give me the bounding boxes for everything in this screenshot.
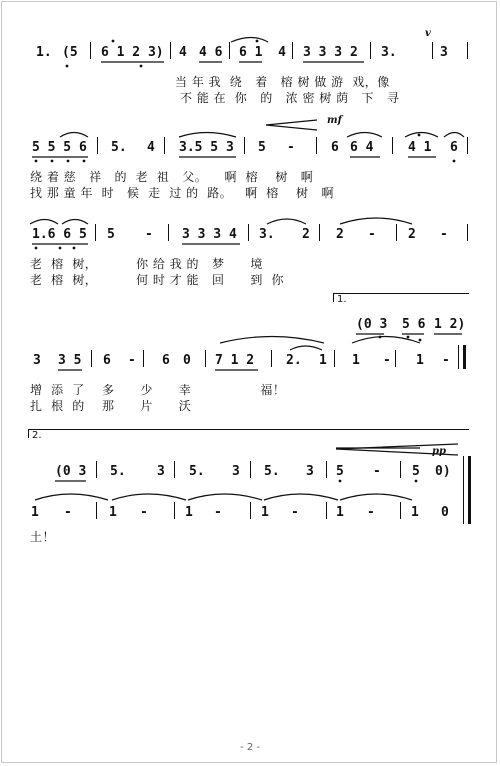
note: 3.	[259, 227, 275, 242]
note: 1.	[36, 45, 52, 60]
note: 1	[416, 353, 424, 368]
lyric-line: 扎 根 的 那 片 沃	[30, 399, 192, 413]
note: 6 1 4	[239, 45, 286, 60]
note: 0	[441, 505, 449, 520]
note: 5.	[264, 464, 280, 479]
note: 5.	[189, 464, 205, 479]
note: 5.	[111, 140, 127, 155]
note: 1 2)	[434, 317, 466, 332]
note: -	[214, 505, 222, 520]
note: -	[442, 353, 450, 368]
note: 6	[450, 140, 458, 155]
note: 5	[336, 464, 344, 479]
note: 1	[109, 505, 117, 520]
note: 6	[162, 353, 170, 368]
note: 1	[261, 505, 269, 520]
note: 7 1 2	[215, 353, 255, 368]
note: 4 1	[408, 140, 432, 155]
lyric-line: 不 能 在 你 的 浓 密 树 荫 下 寻	[180, 91, 400, 105]
note: 5.	[110, 464, 126, 479]
note: -	[291, 505, 299, 520]
note: 1	[319, 353, 327, 368]
lyric-line: 老 榕 树， 何 时 才 能 回 到 你	[30, 273, 284, 287]
lyric-line: 增 添 了 多 少 幸 福！	[30, 383, 286, 397]
note: -	[287, 140, 295, 155]
note: 6 1 2 3)	[101, 45, 164, 60]
volta-label: 2.	[32, 430, 42, 441]
note: (0 3	[55, 464, 87, 479]
note: 3.5 5 3	[179, 140, 234, 155]
note: 4 6	[199, 45, 223, 60]
note: (0 3	[356, 317, 388, 332]
note: 0)	[435, 464, 451, 479]
lyric-line: 找 那 童 年 时 候 走 过 的 路。 啊 榕 树 啊	[30, 186, 334, 200]
note: 4	[147, 140, 155, 155]
note: -	[368, 227, 376, 242]
note: 5 5 5 6	[32, 140, 87, 155]
note: (5	[62, 45, 78, 60]
note: 5	[107, 227, 115, 242]
note: 1.6 6 5	[32, 227, 87, 242]
note: 2.	[286, 353, 302, 368]
note: 1	[411, 505, 419, 520]
note: 3	[157, 464, 165, 479]
note: 6	[103, 353, 111, 368]
lyric-line: 土！	[30, 530, 56, 544]
note: 2	[408, 227, 416, 242]
lyric-line: 当 年 我 绕 着 榕 树 做 游 戏，像	[175, 75, 390, 89]
note: 3.	[381, 45, 397, 60]
note: -	[383, 353, 391, 368]
note: -	[440, 227, 448, 242]
dynamic-pp: pp	[432, 446, 446, 457]
lyric-line: 老 榕 树， 你 给 我 的 梦 境	[30, 257, 263, 271]
note: 2	[302, 227, 310, 242]
breath-mark: v	[425, 28, 431, 39]
note: -	[64, 505, 72, 520]
lyric-line: 绕 着 慈 祥 的 老 祖 父。 啊 榕 树 啊	[30, 170, 314, 184]
note: -	[128, 353, 136, 368]
note: 5	[412, 464, 420, 479]
note: 1	[31, 505, 39, 520]
note: 3	[33, 353, 41, 368]
note: 2	[336, 227, 344, 242]
note: 3	[232, 464, 240, 479]
note: 3 5	[58, 353, 82, 368]
note: 4	[179, 45, 187, 60]
volta-label: 1.	[337, 294, 347, 305]
note: 3 3 3 2	[303, 45, 358, 60]
note: -	[373, 464, 381, 479]
note: -	[140, 505, 148, 520]
page-number: - 2 -	[240, 742, 260, 753]
note: 1	[336, 505, 344, 520]
note: 0	[183, 353, 191, 368]
note: -	[145, 227, 153, 242]
note: 5 6	[402, 317, 426, 332]
note: 3 3 3 4	[182, 227, 237, 242]
note: -	[367, 505, 375, 520]
note: 3	[306, 464, 314, 479]
note: 3	[440, 45, 448, 60]
note: 5	[258, 140, 266, 155]
note: 1	[352, 353, 360, 368]
note: 1	[185, 505, 193, 520]
dynamic-mf: mf	[327, 115, 342, 126]
note: 6 4	[350, 140, 374, 155]
note: 6	[331, 140, 339, 155]
